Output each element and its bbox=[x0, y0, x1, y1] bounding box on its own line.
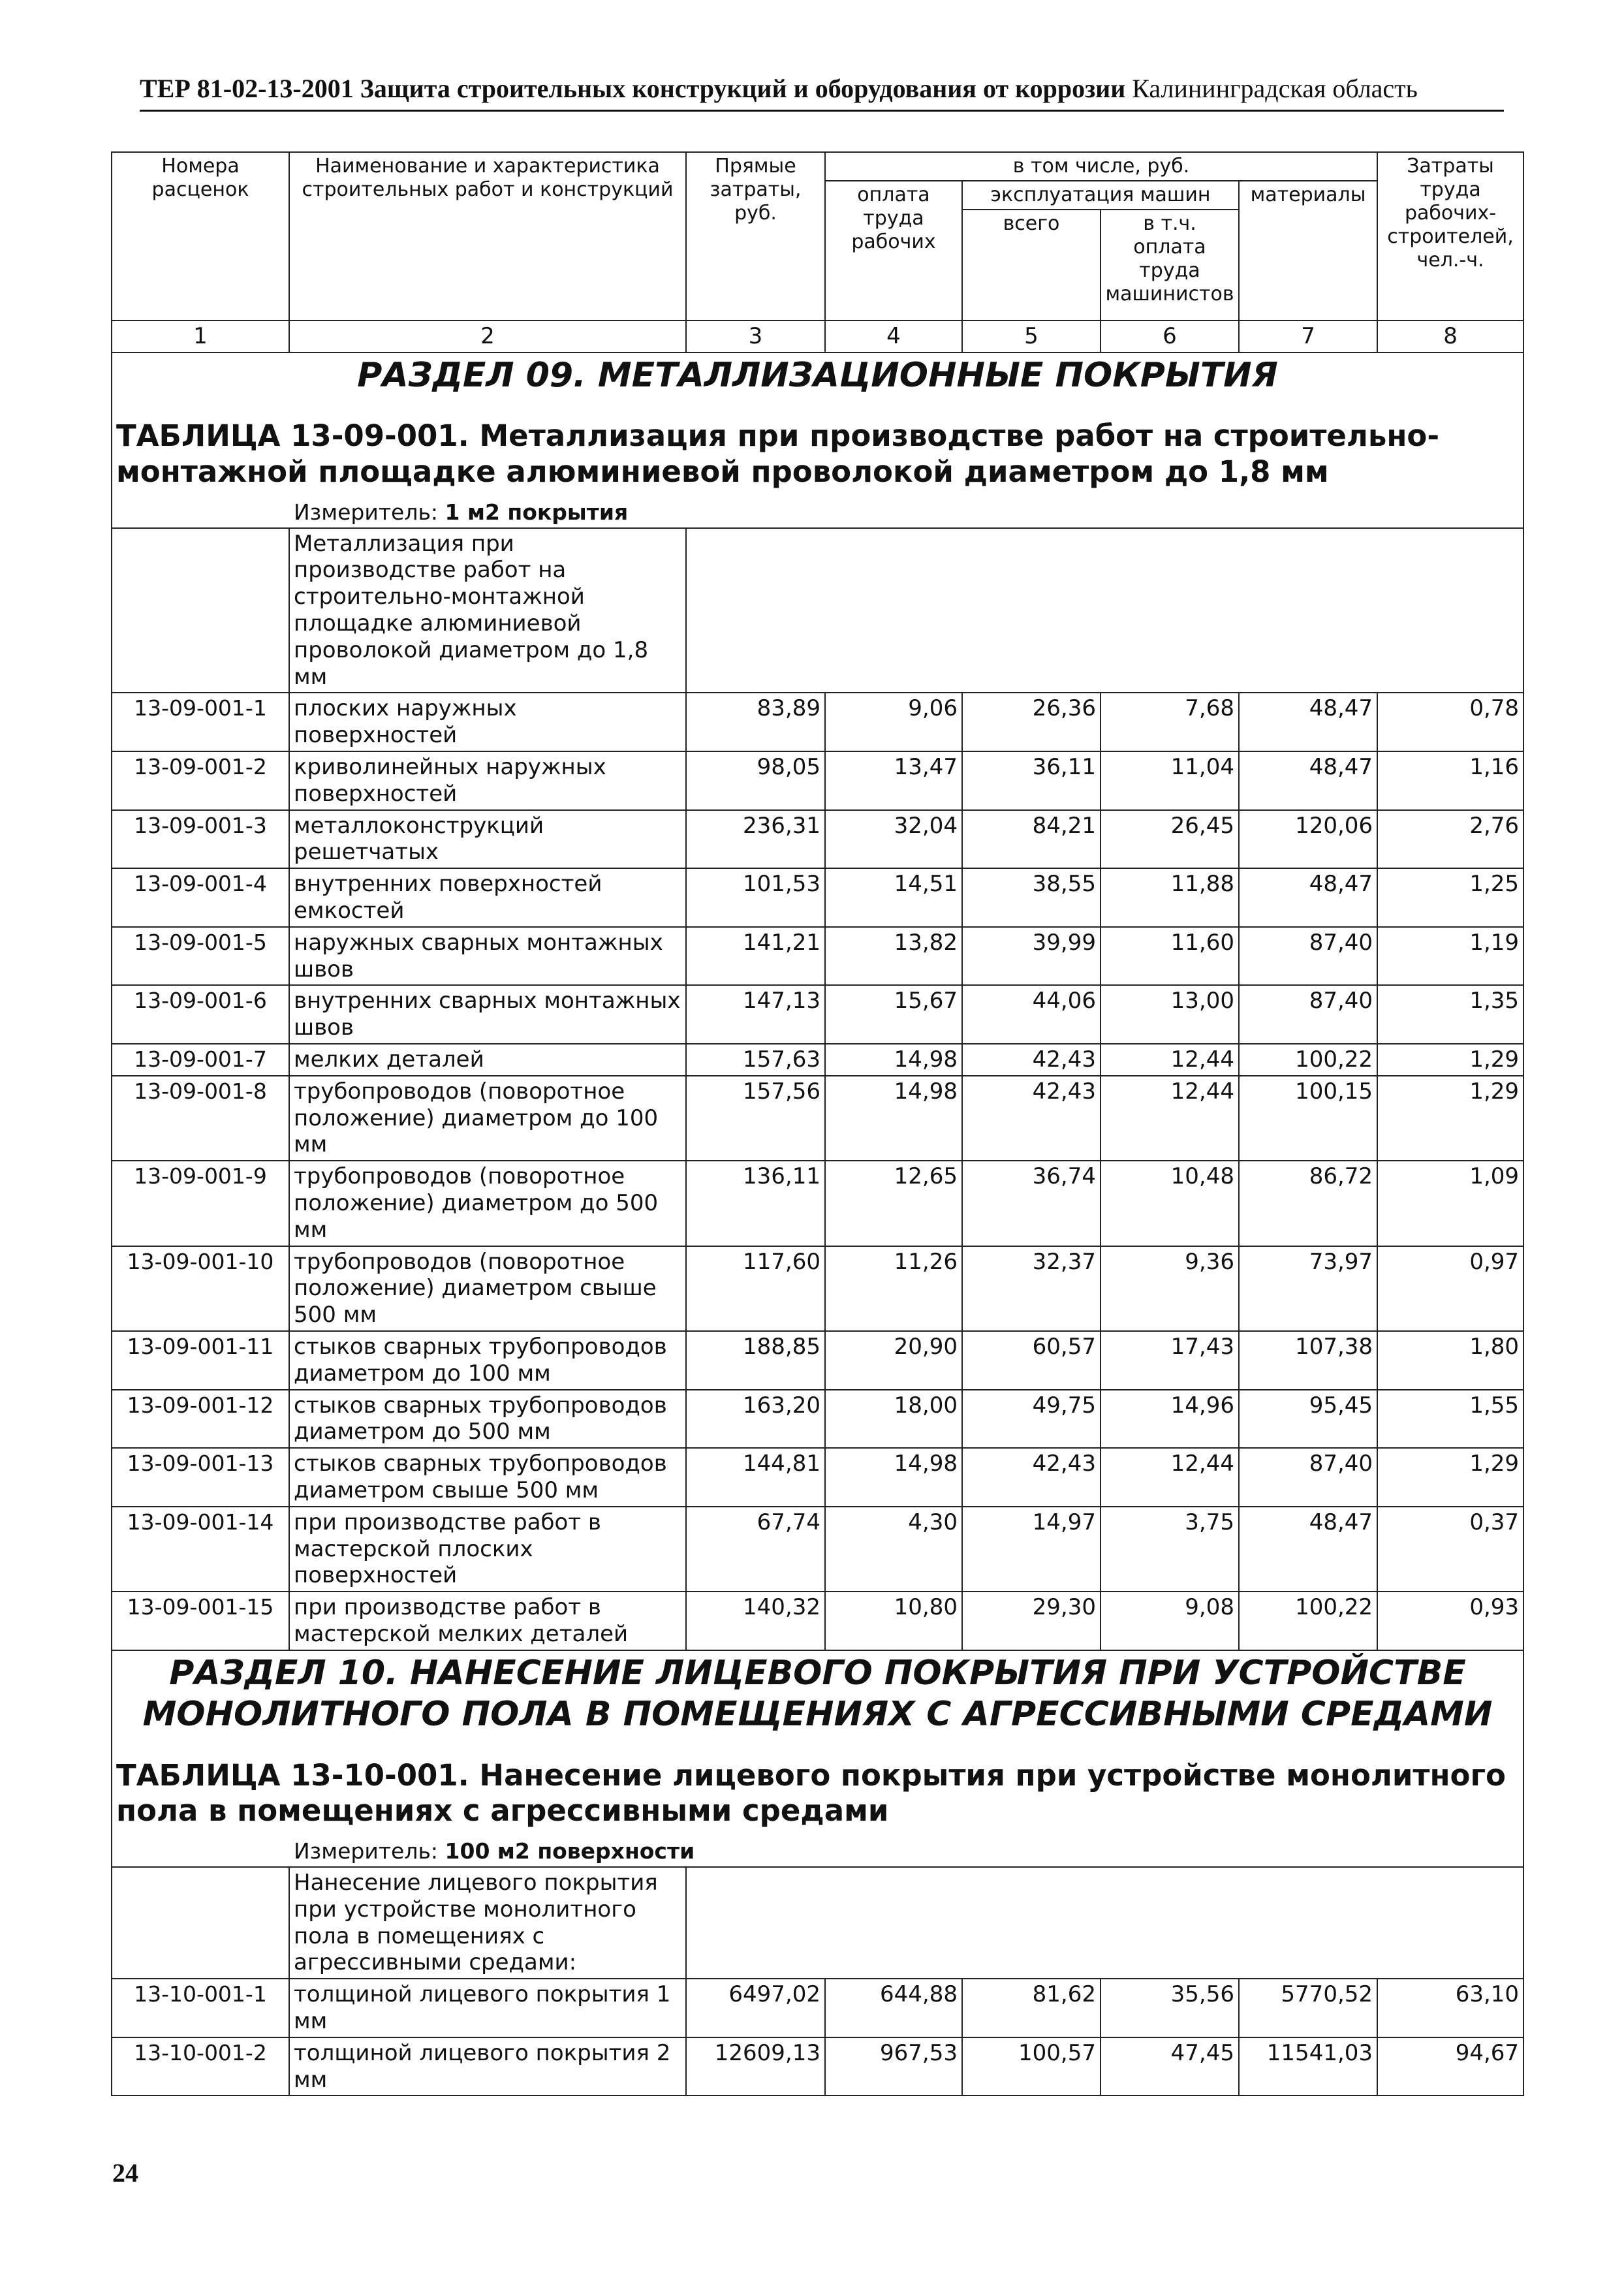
materials-cost: 87,40 bbox=[1239, 985, 1377, 1044]
col-header-machines: эксплуатация машин bbox=[962, 181, 1239, 210]
labor-hours: 1,16 bbox=[1377, 751, 1523, 810]
labor-cost: 10,80 bbox=[825, 1592, 962, 1650]
machine-cost: 26,36 bbox=[962, 693, 1101, 751]
work-name: стыков сварных трубопроводов диаметром до 100 мм bbox=[289, 1331, 686, 1390]
table-row bbox=[112, 693, 1523, 751]
rates-table bbox=[111, 151, 1524, 2096]
materials-cost: 48,47 bbox=[1239, 751, 1377, 810]
section-10-heading-row bbox=[112, 1650, 1523, 1867]
col-header-hours: Затраты труда рабочих-строителей, чел.-ч. bbox=[1377, 152, 1523, 321]
direct-cost: 236,31 bbox=[686, 810, 825, 869]
rate-code: 13-10-001-1 bbox=[112, 1979, 289, 2037]
rate-code: 13-09-001-4 bbox=[112, 868, 289, 927]
labor-hours: 0,93 bbox=[1377, 1592, 1523, 1650]
labor-hours: 1,29 bbox=[1377, 1448, 1523, 1507]
machinist-labor-cost: 47,45 bbox=[1101, 2037, 1239, 2096]
section-09-heading-row bbox=[112, 353, 1523, 528]
direct-cost: 147,13 bbox=[686, 985, 825, 1044]
machine-cost: 49,75 bbox=[962, 1390, 1101, 1449]
section-09-heading bbox=[112, 353, 1523, 528]
rate-code: 13-09-001-5 bbox=[112, 927, 289, 986]
work-name: внутренних поверхностей емкостей bbox=[289, 868, 686, 927]
col-header-labor: оплата труда рабочих bbox=[825, 181, 962, 321]
measure-value: 1 м2 покрытия bbox=[445, 499, 629, 526]
labor-hours: 1,09 bbox=[1377, 1161, 1523, 1246]
table-body bbox=[112, 152, 1523, 2096]
table-row bbox=[112, 1592, 1523, 1650]
rate-code: 13-09-001-2 bbox=[112, 751, 289, 810]
labor-hours: 1,35 bbox=[1377, 985, 1523, 1044]
section-title: РАЗДЕЛ 10. НАНЕСЕНИЕ ЛИЦЕВОГО ПОКРЫТИЯ ПРИ УСТРОЙСТВЕ МОНОЛИТНОГО ПОЛА В ПОМЕЩЕНИЯХ С АГРЕССИВНЫМИ СРЕДАМИ bbox=[142, 1653, 1493, 1735]
machine-cost: 36,74 bbox=[962, 1161, 1101, 1246]
work-name: плоских наружных поверхностей bbox=[289, 693, 686, 751]
group-row bbox=[112, 528, 1523, 693]
table-row bbox=[112, 1507, 1523, 1592]
machinist-labor-cost: 7,68 bbox=[1101, 693, 1239, 751]
table-title bbox=[116, 418, 1519, 490]
section-10-heading bbox=[112, 1650, 1523, 1867]
col-header-mach-total: всего bbox=[962, 210, 1101, 321]
work-name: криволинейных наружных поверхностей bbox=[289, 751, 686, 810]
column-number: 3 bbox=[686, 321, 825, 353]
labor-cost: 14,98 bbox=[825, 1448, 962, 1507]
work-name: металлоконструкций решетчатых bbox=[289, 810, 686, 869]
work-name: толщиной лицевого покрытия 2 мм bbox=[289, 2037, 686, 2096]
table-row bbox=[112, 1979, 1523, 2037]
rate-code: 13-09-001-11 bbox=[112, 1331, 289, 1390]
page-number: 24 bbox=[112, 2158, 138, 2188]
table-row bbox=[112, 1390, 1523, 1449]
work-name: трубопроводов (поворотное положение) диаметром до 100 мм bbox=[289, 1076, 686, 1161]
rate-code: 13-09-001-9 bbox=[112, 1161, 289, 1246]
machinist-labor-cost: 9,08 bbox=[1101, 1592, 1239, 1650]
measure-value: 100 м2 поверхности bbox=[445, 1838, 695, 1864]
labor-cost: 12,65 bbox=[825, 1161, 962, 1246]
materials-cost: 107,38 bbox=[1239, 1331, 1377, 1390]
work-name: стыков сварных трубопроводов диаметром свыше 500 мм bbox=[289, 1448, 686, 1507]
column-number: 8 bbox=[1377, 321, 1523, 353]
machine-cost: 32,37 bbox=[962, 1246, 1101, 1331]
group-code-cell bbox=[112, 1867, 289, 1979]
table-row bbox=[112, 1246, 1523, 1331]
group-empty-cell bbox=[686, 1867, 1523, 1979]
labor-hours: 0,97 bbox=[1377, 1246, 1523, 1331]
materials-cost: 73,97 bbox=[1239, 1246, 1377, 1331]
labor-cost: 14,51 bbox=[825, 868, 962, 927]
labor-hours: 63,10 bbox=[1377, 1979, 1523, 2037]
column-numbers-row bbox=[112, 321, 1523, 353]
machine-cost: 38,55 bbox=[962, 868, 1101, 927]
labor-cost: 14,98 bbox=[825, 1076, 962, 1161]
direct-cost: 12609,13 bbox=[686, 2037, 825, 2096]
machine-cost: 14,97 bbox=[962, 1507, 1101, 1592]
section-title: РАЗДЕЛ 09. МЕТАЛЛИЗАЦИОННЫЕ ПОКРЫТИЯ bbox=[357, 355, 1278, 395]
rate-code: 13-09-001-7 bbox=[112, 1044, 289, 1076]
materials-cost: 48,47 bbox=[1239, 868, 1377, 927]
measure-unit bbox=[116, 1838, 1519, 1864]
table-row bbox=[112, 868, 1523, 927]
rate-code: 13-09-001-3 bbox=[112, 810, 289, 869]
labor-cost: 13,47 bbox=[825, 751, 962, 810]
labor-cost: 18,00 bbox=[825, 1390, 962, 1449]
table-label: ТАБЛИЦА 13-10-001. bbox=[116, 1757, 469, 1793]
machinist-labor-cost: 11,88 bbox=[1101, 868, 1239, 927]
machinist-labor-cost: 3,75 bbox=[1101, 1507, 1239, 1592]
header-code: ТЕР 81-02-13-2001 bbox=[140, 74, 354, 103]
materials-cost: 120,06 bbox=[1239, 810, 1377, 869]
direct-cost: 157,56 bbox=[686, 1076, 825, 1161]
machine-cost: 60,57 bbox=[962, 1331, 1101, 1390]
column-number: 2 bbox=[289, 321, 686, 353]
direct-cost: 188,85 bbox=[686, 1331, 825, 1390]
table-row bbox=[112, 751, 1523, 810]
rate-code: 13-09-001-14 bbox=[112, 1507, 289, 1592]
machinist-labor-cost: 10,48 bbox=[1101, 1161, 1239, 1246]
direct-cost: 67,74 bbox=[686, 1507, 825, 1592]
work-name: при производстве работ в мастерской мелких деталей bbox=[289, 1592, 686, 1650]
measure-label: Измеритель: bbox=[294, 499, 439, 526]
measure-unit bbox=[116, 499, 1519, 526]
table-title-text: Металлизация при производстве работ на строительно-монтажной площадке алюминиевой проволокой диаметром до 1,8 мм bbox=[116, 418, 1440, 490]
machine-cost: 39,99 bbox=[962, 927, 1101, 986]
group-code-cell bbox=[112, 528, 289, 693]
column-number: 7 bbox=[1239, 321, 1377, 353]
direct-cost: 6497,02 bbox=[686, 1979, 825, 2037]
labor-cost: 4,30 bbox=[825, 1507, 962, 1592]
col-header-direct: Прямые затраты, руб. bbox=[686, 152, 825, 321]
materials-cost: 11541,03 bbox=[1239, 2037, 1377, 2096]
direct-cost: 144,81 bbox=[686, 1448, 825, 1507]
work-name: внутренних сварных монтажных швов bbox=[289, 985, 686, 1044]
rate-code: 13-09-001-1 bbox=[112, 693, 289, 751]
labor-hours: 1,29 bbox=[1377, 1044, 1523, 1076]
rate-code: 13-10-001-2 bbox=[112, 2037, 289, 2096]
table-label: ТАБЛИЦА 13-09-001. bbox=[116, 418, 469, 454]
page-header bbox=[140, 73, 1504, 112]
machine-cost: 36,11 bbox=[962, 751, 1101, 810]
labor-hours: 1,25 bbox=[1377, 868, 1523, 927]
group-title: Нанесение лицевого покрытия при устройстве монолитного пола в помещениях с агрессивными средами: bbox=[289, 1867, 686, 1979]
machinist-labor-cost: 12,44 bbox=[1101, 1044, 1239, 1076]
machinist-labor-cost: 9,36 bbox=[1101, 1246, 1239, 1331]
materials-cost: 5770,52 bbox=[1239, 1979, 1377, 2037]
direct-cost: 98,05 bbox=[686, 751, 825, 810]
rate-code: 13-09-001-6 bbox=[112, 985, 289, 1044]
table-row bbox=[112, 1161, 1523, 1246]
machine-cost: 100,57 bbox=[962, 2037, 1101, 2096]
work-name: стыков сварных трубопроводов диаметром до 500 мм bbox=[289, 1390, 686, 1449]
machinist-labor-cost: 12,44 bbox=[1101, 1076, 1239, 1161]
rate-code: 13-09-001-10 bbox=[112, 1246, 289, 1331]
materials-cost: 48,47 bbox=[1239, 1507, 1377, 1592]
materials-cost: 87,40 bbox=[1239, 927, 1377, 986]
work-name: мелких деталей bbox=[289, 1044, 686, 1076]
rate-code: 13-09-001-8 bbox=[112, 1076, 289, 1161]
machinist-labor-cost: 14,96 bbox=[1101, 1390, 1239, 1449]
labor-cost: 32,04 bbox=[825, 810, 962, 869]
materials-cost: 95,45 bbox=[1239, 1390, 1377, 1449]
table-row bbox=[112, 1331, 1523, 1390]
column-number: 6 bbox=[1101, 321, 1239, 353]
direct-cost: 140,32 bbox=[686, 1592, 825, 1650]
materials-cost: 100,15 bbox=[1239, 1076, 1377, 1161]
labor-cost: 20,90 bbox=[825, 1331, 962, 1390]
labor-hours: 1,19 bbox=[1377, 927, 1523, 986]
column-number: 4 bbox=[825, 321, 962, 353]
group-title: Металлизация при производстве работ на строительно-монтажной площадке алюминиевой проволокой диаметром до 1,8 мм bbox=[289, 528, 686, 693]
table-title bbox=[116, 1758, 1519, 1830]
rate-code: 13-09-001-12 bbox=[112, 1390, 289, 1449]
labor-hours: 1,80 bbox=[1377, 1331, 1523, 1390]
work-name: толщиной лицевого покрытия 1 мм bbox=[289, 1979, 686, 2037]
labor-hours: 2,76 bbox=[1377, 810, 1523, 869]
table-row bbox=[112, 2037, 1523, 2096]
table-title-text: Нанесение лицевого покрытия при устройстве монолитного пола в помещениях с агрессивными средами bbox=[116, 1757, 1506, 1829]
machinist-labor-cost: 26,45 bbox=[1101, 810, 1239, 869]
direct-cost: 163,20 bbox=[686, 1390, 825, 1449]
work-name: при производстве работ в мастерской плоских поверхностей bbox=[289, 1507, 686, 1592]
machinist-labor-cost: 11,04 bbox=[1101, 751, 1239, 810]
rate-code: 13-09-001-15 bbox=[112, 1592, 289, 1650]
machine-cost: 29,30 bbox=[962, 1592, 1101, 1650]
table-row bbox=[112, 810, 1523, 869]
machinist-labor-cost: 12,44 bbox=[1101, 1448, 1239, 1507]
labor-hours: 1,55 bbox=[1377, 1390, 1523, 1449]
table-row bbox=[112, 1448, 1523, 1507]
machinist-labor-cost: 13,00 bbox=[1101, 985, 1239, 1044]
direct-cost: 136,11 bbox=[686, 1161, 825, 1246]
machine-cost: 42,43 bbox=[962, 1448, 1101, 1507]
work-name: трубопроводов (поворотное положение) диаметром до 500 мм bbox=[289, 1161, 686, 1246]
labor-hours: 0,78 bbox=[1377, 693, 1523, 751]
labor-cost: 13,82 bbox=[825, 927, 962, 986]
direct-cost: 157,63 bbox=[686, 1044, 825, 1076]
materials-cost: 87,40 bbox=[1239, 1448, 1377, 1507]
labor-hours: 1,29 bbox=[1377, 1076, 1523, 1161]
direct-cost: 117,60 bbox=[686, 1246, 825, 1331]
col-header-codes: Номера расценок bbox=[112, 152, 289, 321]
direct-cost: 141,21 bbox=[686, 927, 825, 986]
header-row-1 bbox=[112, 152, 1523, 181]
labor-hours: 0,37 bbox=[1377, 1507, 1523, 1592]
work-name: трубопроводов (поворотное положение) диаметром свыше 500 мм bbox=[289, 1246, 686, 1331]
materials-cost: 86,72 bbox=[1239, 1161, 1377, 1246]
materials-cost: 100,22 bbox=[1239, 1044, 1377, 1076]
measure-label: Измеритель: bbox=[294, 1838, 439, 1864]
labor-cost: 11,26 bbox=[825, 1246, 962, 1331]
machine-cost: 42,43 bbox=[962, 1076, 1101, 1161]
col-header-mach-labor: в т.ч. оплата труда машинистов bbox=[1101, 210, 1239, 321]
labor-cost: 9,06 bbox=[825, 693, 962, 751]
col-header-name: Наименование и характеристика строительных работ и конструкций bbox=[289, 152, 686, 321]
header-title: Защита строительных конструкций и оборудования от коррозии bbox=[360, 74, 1126, 103]
materials-cost: 100,22 bbox=[1239, 1592, 1377, 1650]
work-name: наружных сварных монтажных швов bbox=[289, 927, 686, 986]
direct-cost: 83,89 bbox=[686, 693, 825, 751]
machinist-labor-cost: 11,60 bbox=[1101, 927, 1239, 986]
col-header-group: в том числе, руб. bbox=[825, 152, 1377, 181]
machine-cost: 44,06 bbox=[962, 985, 1101, 1044]
labor-cost: 14,98 bbox=[825, 1044, 962, 1076]
machinist-labor-cost: 35,56 bbox=[1101, 1979, 1239, 2037]
group-row bbox=[112, 1867, 1523, 1979]
table-row bbox=[112, 1076, 1523, 1161]
machine-cost: 42,43 bbox=[962, 1044, 1101, 1076]
materials-cost: 48,47 bbox=[1239, 693, 1377, 751]
machinist-labor-cost: 17,43 bbox=[1101, 1331, 1239, 1390]
table-row bbox=[112, 927, 1523, 986]
machine-cost: 81,62 bbox=[962, 1979, 1101, 2037]
column-number: 1 bbox=[112, 321, 289, 353]
column-number: 5 bbox=[962, 321, 1101, 353]
labor-hours: 94,67 bbox=[1377, 2037, 1523, 2096]
labor-cost: 644,88 bbox=[825, 1979, 962, 2037]
labor-cost: 967,53 bbox=[825, 2037, 962, 2096]
rate-code: 13-09-001-13 bbox=[112, 1448, 289, 1507]
col-header-materials: материалы bbox=[1239, 181, 1377, 321]
table-row bbox=[112, 985, 1523, 1044]
labor-cost: 15,67 bbox=[825, 985, 962, 1044]
direct-cost: 101,53 bbox=[686, 868, 825, 927]
group-empty-cell bbox=[686, 528, 1523, 693]
machine-cost: 84,21 bbox=[962, 810, 1101, 869]
header-region: Калининградская область bbox=[1132, 74, 1418, 103]
table-row bbox=[112, 1044, 1523, 1076]
